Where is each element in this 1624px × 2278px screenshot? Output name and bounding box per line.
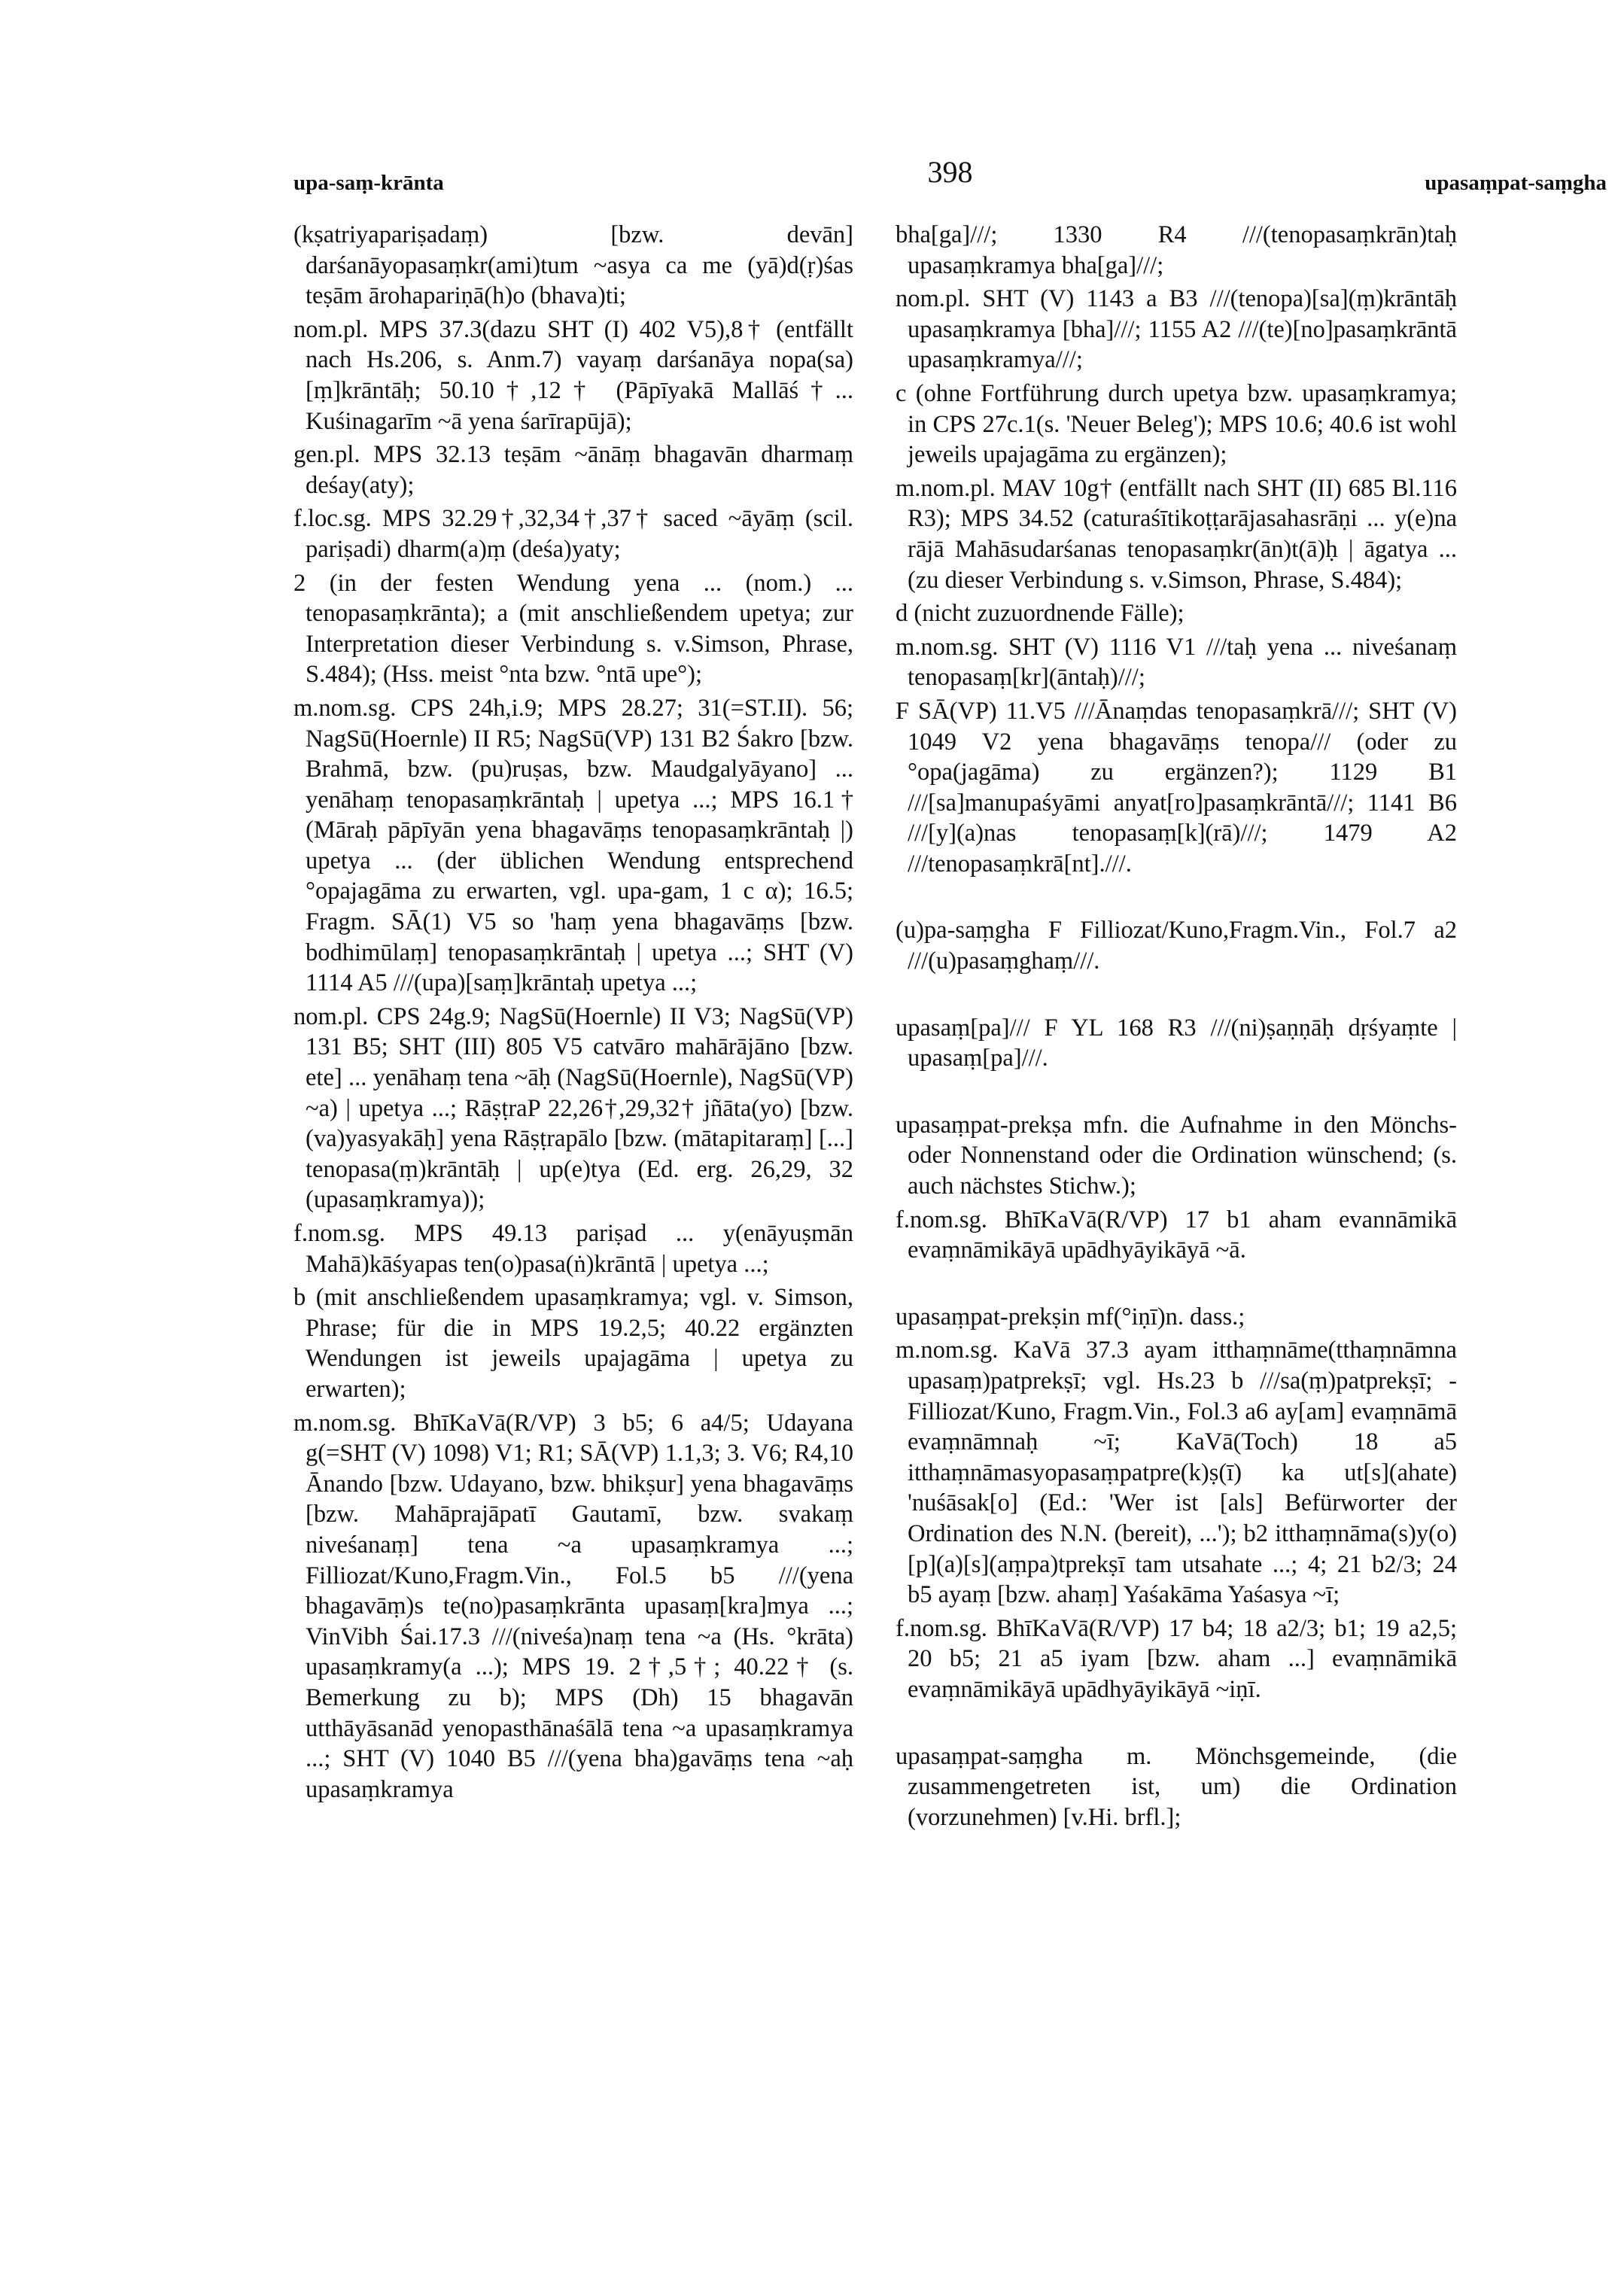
dictionary-entry-citation: m.nom.sg. KaVā 37.3 ayam itthaṃnāme(tthaṃnāmna upasaṃ)patprekṣī; vgl. Hs.23 b ///sa(ṃ)patprekṣī; - Filliozat/Kuno, Fragm.Vin., Fol.3 a6 ay[am] evaṃnāmā evaṃnāmnaḥ ~ī; KaVā(Toch) 18 a5 itthaṃnāmasyopasaṃpatpre(k)ṣ(ī) ka ut[s](ahate) 'nuśāsak[o] (Ed.: 'Wer ist [als] Befürworter der Ordination des N.N. (bereit), ...'); b2 itthaṃnāma(s)y(o)[p](a)[s](aṃpa)tprekṣī tam utsahate ...; 4; 21 b2/3; 24 b5 ayaṃ [bzw. ahaṃ] Yaśakāma Yaśasya ~ī; <box>896 1337 1457 1609</box>
right-paragraph: m.nom.pl. MAV 10g† (entfällt nach SHT (II) 685 Bl.116 R3); MPS 34.52 (caturaśītikoṭṭarājasahasrāṇi ... y(e)na rājā Mahāsudarśanas tenopasaṃkr(ān)t(ā)ḥ | āgatya ... (zu dieser Verbindung s. v.Simson, Phrase, S.484); <box>896 474 1457 594</box>
running-head-right: upasaṃpat-saṃgha <box>1425 171 1607 195</box>
right-paragraph: F SĀ(VP) 11.V5 ///Ānaṃdas tenopasaṃkrā///; SHT (V) 1049 V2 yena bhagavāṃs tenopa/// (oder zu °opa(jagāma) zu ergänzen?); 1129 B1 ///[sa]manupaśyāmi anyat[ro]pasaṃkrāntā///; 1141 B6 ///[y](a)nas tenopasaṃ[k](rā)///; 1479 A2 ///tenopasaṃkrā[nt].///. <box>896 697 1457 877</box>
left-paragraph: m.nom.sg. CPS 24h,i.9; MPS 28.27; 31(=ST.II). 56; NagSū(Hoernle) II R5; NagSū(VP) 131 B2 Śakro [bzw. Brahmā, bzw. (pu)ruṣas, bzw. Maudgalyāyano] ... yenāhaṃ tenopasaṃkrāntaḥ | upetya ...; MPS 16.1† (Māraḥ pāpīyān yena bhagavāṃs tenopasaṃkrāntaḥ |) upetya ... (der üblichen Wendung entsprechend °opajagāma zu erwarten, vgl. upa-gam, 1 c α); 16.5; Fragm. SĀ(1) V5 so 'haṃ yena bhagavāṃs [bzw. bodhimūlaṃ] tenopasaṃkrāntaḥ | upetya ...; SHT (V) 1114 A5 ///(upa)[saṃ]krāntaḥ upetya ...; <box>293 694 853 997</box>
left-column <box>293 220 853 1808</box>
left-paragraph: 2 (in der festen Wendung yena ... (nom.) ... tenopasaṃkrānta); a (mit anschließendem upetya; zur Interpretation dieser Verbindung s. v.Simson, Phrase, S.484); (Hss. meist °nta bzw. °ntā upe°); <box>293 569 853 689</box>
dictionary-entry: upasaṃ[pa]/// F YL 168 R3 ///(ni)ṣaṇṇāḥ dṛśyaṃte | upasaṃ[pa]///. <box>896 1014 1457 1072</box>
page-number: 398 <box>927 155 973 189</box>
right-paragraph: m.nom.sg. SHT (V) 1116 V1 ///taḥ yena ... niveśanaṃ tenopasaṃ[kr](āntaḥ)///; <box>896 633 1457 692</box>
left-paragraph: nom.pl. MPS 37.3(dazu SHT (I) 402 V5),8† (entfällt nach Hs.206, s. Anm.7) vayaṃ darśanāya nopa(sa)[ṃ]krāntāḥ; 50.10†,12† (Pāpīyakā Mallāś†... Kuśinagarīm ~ā yena śarīrapūjā); <box>293 315 853 435</box>
dictionary-entry-citation: f.nom.sg. BhīKaVā(R/VP) 17 b4; 18 a2/3; b1; 19 a2,5; 20 b5; 21 a5 iyam [bzw. aham ...] evaṃnāmikā evaṃnāmikāyā upādhyāyikāyā ~iṇī. <box>896 1614 1457 1703</box>
left-paragraph: f.nom.sg. MPS 49.13 pariṣad ... y(enāyuṣmān Mahā)kāśyapas ten(o)pasa(ṅ)krāntā | upetya ...; <box>293 1220 853 1278</box>
left-paragraph: gen.pl. MPS 32.13 teṣām ~ānāṃ bhagavān dharmaṃ deśay(aty); <box>293 441 853 499</box>
running-head-left: upa-saṃ-krānta <box>293 171 444 195</box>
left-paragraph: b (mit anschließendem upasaṃkramya; vgl. v. Simson, Phrase; für die in MPS 19.2,5; 40.22 ergänzten Wendungen ist jeweils upajagāma | upetya zu erwarten); <box>293 1284 853 1403</box>
dictionary-entry: (u)pa-saṃgha F Filliozat/Kuno,Fragm.Vin., Fol.7 a2 ///(u)pasaṃghaṃ///. <box>896 917 1457 975</box>
left-paragraph: f.loc.sg. MPS 32.29†,32,34†,37† saced ~āyāṃ (scil. pariṣadi) dharm(a)ṃ (deśa)yaty; <box>293 505 853 563</box>
right-paragraph: c (ohne Fortführung durch upetya bzw. upasaṃkramya; in CPS 27c.1(s. 'Neuer Beleg'); MPS 10.6; 40.6 ist wohl jeweils upajagāma zu ergänzen); <box>896 379 1457 469</box>
left-paragraph: m.nom.sg. BhīKaVā(R/VP) 3 b5; 6 a4/5; Udayana g(=SHT (V) 1098) V1; R1; SĀ(VP) 1.1,3; 3. V6; R4,10 Ānando [bzw. Udayano, bzw. bhikṣur] yena bhagavāṃs [bzw. Mahāprajāpatī Gautamī, bzw. svakaṃ niveśanaṃ] tena ~a upasaṃkramya ...; Filliozat/Kuno,Fragm.Vin., Fol.5 b5 ///(yena bhagavāṃ)s te(no)pasaṃkrānta upasaṃ[kra]mya ...; VinVibh Śai.17.3 ///(niveśa)naṃ tena ~a (Hs. °krāta) upasaṃkramy(a ...); MPS 19. 2†,5†; 40.22† (s. Bemerkung zu b); MPS (Dh) 15 bhagavān utthāyāsanād yenopasthānaśālā tena ~a upasaṃkramya ...; SHT (V) 1040 B5 ///(yena bha)gavāṃs tena ~aḥ upasaṃkramya <box>293 1409 853 1803</box>
dictionary-entry: upasaṃpat-saṃgha m. Mönchsgemeinde, (die zusammengetreten ist, um) die Ordination (vorzunehmen) [v.Hi. brfl.]; <box>896 1742 1457 1831</box>
running-head <box>293 154 1607 199</box>
dictionary-entry: upasaṃpat-prekṣa mfn. die Aufnahme in den Mönchs- oder Nonnenstand oder die Ordination wünschend; (s. auch nächstes Stichw.); <box>896 1111 1457 1200</box>
dictionary-entry: upasaṃpat-prekṣin mf(°iṇī)n. dass.; <box>896 1303 1245 1331</box>
right-paragraph: d (nicht zuzuordnende Fälle); <box>896 600 1185 628</box>
left-paragraph: nom.pl. CPS 24g.9; NagSū(Hoernle) II V3; NagSū(VP) 131 B5; SHT (III) 805 V5 catvāro mahārājāno [bzw. ete] ... yenāhaṃ tena ~āḥ (NagSū(Hoernle), NagSū(VP) ~a) | upetya ...; RāṣṭraP 22,26†,29,32† jñāta(yo) [bzw. (va)yasyakāḥ] yena Rāṣṭrapālo [bzw. (mātapitaraṃ] [...] tenopasa(ṃ)krāntāḥ | up(e)tya (Ed. erg. 26,29, 32 (upasaṃkramya)); <box>293 1002 853 1214</box>
dictionary-entry-citation: f.nom.sg. BhīKaVā(R/VP) 17 b1 aham evannāmikā evaṃnāmikāyā upādhyāyikāyā ~ā. <box>896 1206 1457 1264</box>
right-paragraph: nom.pl. SHT (V) 1143 a B3 ///(tenopa)[sa](ṃ)krāntāḥ upasaṃkramya [bha]///; 1155 A2 ///(te)[no]pasaṃkrāntā upasaṃkramya///; <box>896 285 1457 374</box>
right-paragraph: bha[ga]///; 1330 R4 ///(tenopasaṃkrān)taḥ upasaṃkramya bha[ga]///; <box>896 221 1457 279</box>
left-paragraph: (kṣatriyapariṣadaṃ) [bzw. devān] darśanāyopasaṃkr(ami)tum ~asya ca me (yā)d(ṛ)śas teṣām ārohapariṇā(h)o (bhava)ti; <box>293 221 853 310</box>
right-column <box>896 220 1457 1835</box>
